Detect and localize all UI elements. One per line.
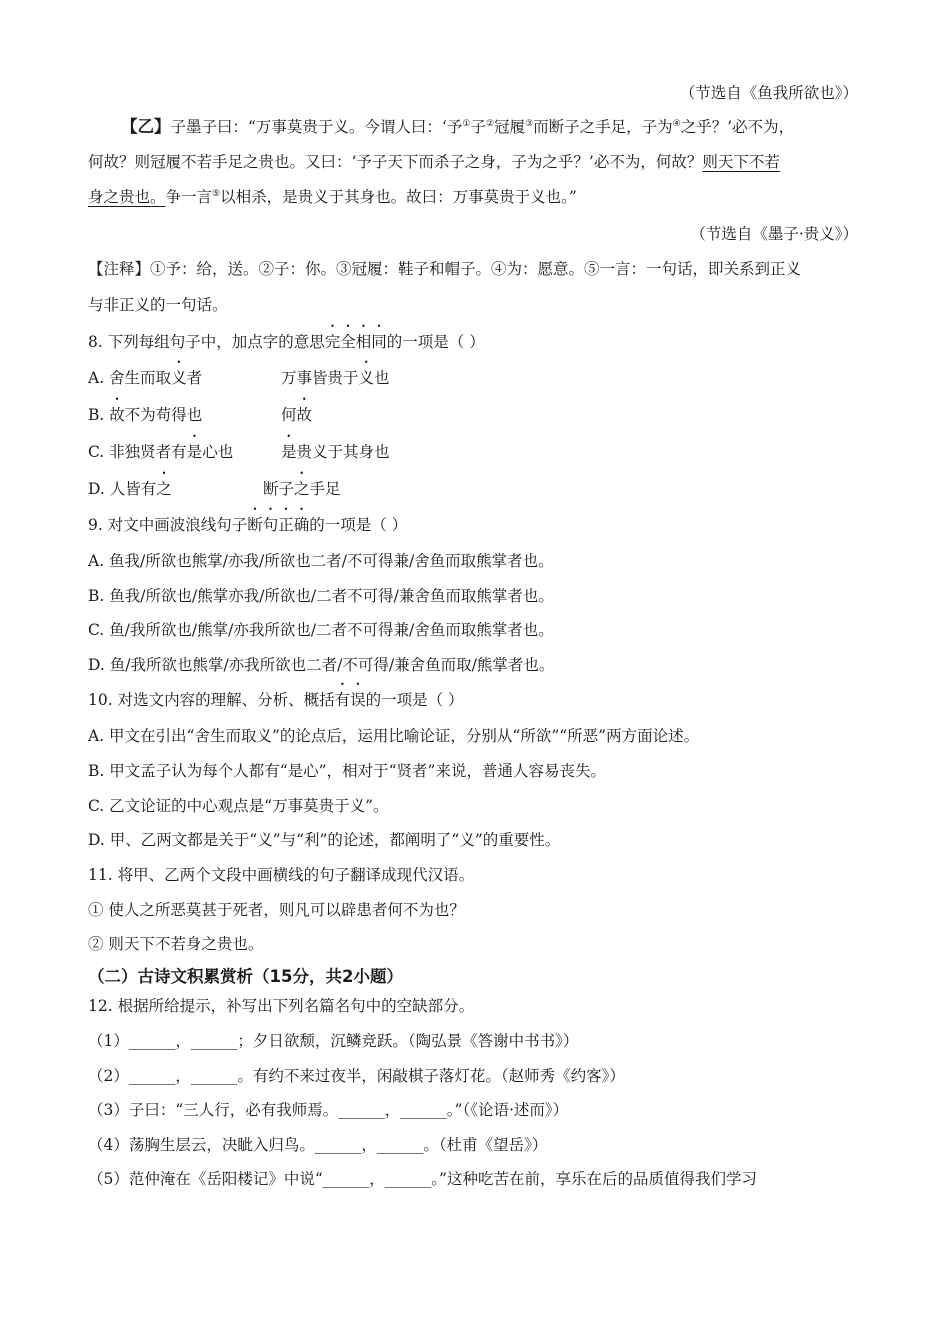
q10-option-d: D. 甲、乙两文都是关于“义”与“利”的论述，都阐明了“义”的重要性。: [88, 831, 561, 849]
note-ref: ①: [462, 118, 471, 129]
emphasis-char: 相: [355, 333, 372, 351]
q8-option-d: D. 人皆有之 断子之手足: [88, 480, 341, 498]
q11-item-2: ② 则天下不若身之贵也。: [88, 935, 264, 953]
source-citation-a: （节选自《鱼我所欲也》）: [679, 84, 858, 102]
q12-item-5: （5）范仲淹在《岳阳楼记》中说“______，______。”这种吃苦在前，享乐在后的品质值得我们学习: [88, 1170, 757, 1188]
q10-option-c: C. 乙文论证的中心观点是“万事莫贵于义”。: [88, 797, 389, 815]
q9-stem: 9. 对文中画波浪线句子断句正确的一项是（ ）: [88, 516, 408, 534]
emphasis-char: 误: [350, 691, 366, 709]
q12-item-2: （2）______，______。有约不来过夜半，闲敲棋子落灯花。（赵师秀《约客》）: [88, 1067, 625, 1085]
q10-option-b: B. 甲文孟子认为每个人都有“是心”，相对于“贤者”来说，普通人容易丧失。: [88, 762, 606, 780]
q10-option-a: A. 甲文在引出“舍生而取义”的论点后，运用比喻论证，分别从“所欲”“所恶”两方面论述。: [88, 727, 700, 745]
emphasis-char: 句: [262, 516, 279, 534]
q9-dotted-words: [247, 516, 309, 534]
emphasis-char: 有: [334, 691, 351, 709]
q8-dotted-words: [325, 333, 387, 351]
emphasis-char: 正: [278, 516, 294, 534]
q8-option-c: C. 非独贤者有是心也 是贵义于其身也: [88, 443, 390, 461]
q8-option-a: A. 舍生而取义者 万事皆贵于义也: [88, 369, 390, 387]
section-heading: （二）古诗文积累赏析（15分，共2小题）: [88, 967, 403, 986]
q8-stem: 8. 下列每组句子中，加点字的意思完全相同的一项是（ ）: [88, 333, 485, 351]
notes-line-2: 与非正义的一句话。: [88, 296, 228, 314]
emphasis-char: 全: [340, 333, 356, 351]
underlined-sentence: 则天下不若: [702, 153, 780, 171]
q12-item-1: （1）______，______；夕日欲颓，沉鳞竞跃。（陶弘景《答谢中书书》）: [88, 1032, 579, 1050]
q12-item-3: （3）子曰：“三人行，必有我师焉。______，______。”（《论语·述而》）: [88, 1101, 569, 1119]
q10-dotted-words: [335, 691, 366, 709]
q11-item-1: ① 使人之所恶莫甚于死者，则凡可以辟患者何不为也？: [88, 901, 465, 919]
q11-stem: 11. 将甲、乙两个文段中画横线的句子翻译成现代汉语。: [88, 866, 475, 884]
passage-b-line-2: 何故？则冠履不若手足之贵也。又曰：‘予子天下而杀子之身，子为之乎？’必不为，何故？则天下不若: [88, 153, 780, 171]
underlined-sentence-end: 身之贵也。: [88, 188, 166, 206]
note-ref: ③: [525, 118, 534, 129]
q8-option-b: B. 故不为苟得也 何故: [88, 406, 313, 424]
q10-stem: 10. 对选文内容的理解、分析、概括有误的一项是（ ）: [88, 691, 464, 709]
passage-label: 【乙】: [121, 117, 171, 136]
passage-b-line-3: 身之贵也。争一言⑤以相杀，是贵义于其身也。故曰：万事莫贵于义也。”: [88, 188, 577, 206]
q9-option-d: D. 鱼/我所欲也熊掌/亦我所欲也二者/不可得/兼舍鱼而取/熊掌者也。: [88, 656, 555, 674]
emphasis-char: 断: [247, 516, 263, 534]
note-ref: ②: [485, 118, 495, 129]
note-ref: ⑤: [212, 188, 221, 199]
q9-option-b: B. 鱼我/所欲也/熊掌亦我/所欲也/二者不可得/兼舍鱼而取熊掌者也。: [88, 587, 554, 605]
emphasis-char: 确: [293, 516, 310, 534]
q12-item-4: （4）荡胸生层云，决眦入归鸟。______，______。（杜甫《望岳》）: [88, 1136, 548, 1154]
passage-b-line-1: 【乙】子墨子曰：“万事莫贵于义。今谓人曰：‘予①子②冠履③而断子之手足，子为④之乎？’必不为，: [121, 117, 795, 136]
emphasis-char: 完: [324, 333, 341, 351]
source-citation-b: （节选自《墨子·贵义》）: [690, 225, 858, 243]
emphasis-char: 同: [371, 333, 387, 351]
notes-line-1: 【注释】①予：给，送。②子：你。③冠履：鞋子和帽子。④为：愿意。⑤一言：一句话，即关系到正义: [88, 260, 802, 278]
note-ref: ④: [672, 118, 681, 129]
q12-stem: 12. 根据所给提示，补写出下列名篇名句中的空缺部分。: [88, 997, 475, 1015]
q9-option-c: C. 鱼/我所欲也/熊掌/亦我所欲也/二者不可得兼/舍鱼而取熊掌者也。: [88, 621, 554, 639]
q9-option-a: A. 鱼我/所欲也熊掌/亦我/所欲也二者/不可得兼/舍鱼而取熊掌者也。: [88, 552, 554, 570]
